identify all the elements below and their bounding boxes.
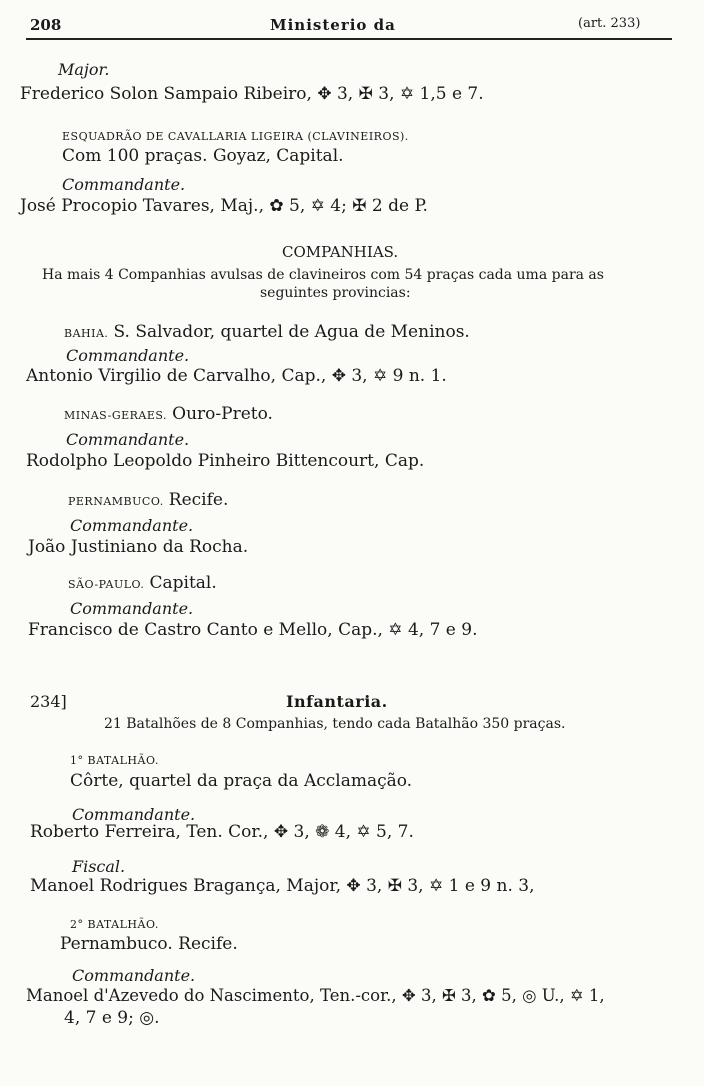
esquadrao-heading: ESQUADRÃO DE CAVALLARIA LIGEIRA (CLAVINEIROS).: [62, 130, 409, 143]
esquadrao-commandante-label: Commandante.: [62, 175, 186, 194]
major-name: Frederico Solon Sampaio Ribeiro, ✥ 3, ✠ 3, ✡ 1,5 e 7.: [20, 84, 484, 104]
companhias-title: COMPANHIAS.: [282, 243, 399, 261]
pernambuco-commandante-label: Commandante.: [70, 516, 194, 535]
header-rule: [26, 38, 672, 40]
batalhao-1-fiscal-name: Manoel Rodrigues Bragança, Major, ✥ 3, ✠ 3, ✡ 1 e 9 n. 3,: [30, 876, 535, 896]
batalhao-2-commandante-name-line-1: Manoel d'Azevedo do Nascimento, Ten.-cor., ✥ 3, ✠ 3, ✿ 5, ◎ U., ✡ 1,: [26, 986, 605, 1005]
batalhao-2-label: 2° BATALHÃO.: [70, 918, 159, 931]
article-reference: (art. 233): [578, 16, 641, 31]
sao-paulo-commandante-name: Francisco de Castro Canto e Mello, Cap., ✡ 4, 7 e 9.: [28, 620, 478, 640]
bahia-commandante-label: Commandante.: [66, 346, 190, 365]
bahia-commandante-name: Antonio Virgilio de Carvalho, Cap., ✥ 3, ✡ 9 n. 1.: [26, 366, 447, 386]
major-label: Major.: [58, 60, 110, 79]
sao-paulo-place: Capital.: [149, 573, 217, 593]
minas-place: Ouro-Preto.: [172, 404, 273, 424]
batalhao-2-place: Pernambuco. Recife.: [60, 934, 238, 954]
batalhao-1-label: 1° BATALHÃO.: [70, 754, 159, 767]
minas-commandante-name: Rodolpho Leopoldo Pinheiro Bittencourt, Cap.: [26, 451, 425, 471]
bahia-place: S. Salvador, quartel de Agua de Meninos.: [113, 322, 470, 342]
batalhao-1-commandante-label: Commandante.: [72, 805, 196, 824]
infantaria-note: 21 Batalhões de 8 Companhias, tendo cada Batalhão 350 praças.: [104, 716, 566, 732]
batalhao-1-fiscal-label: Fiscal.: [72, 857, 126, 876]
esquadrao-commandante-name: José Procopio Tavares, Maj., ✿ 5, ✡ 4; ✠ 2 de P.: [20, 196, 428, 216]
esquadrao-description: Com 100 praças. Goyaz, Capital.: [62, 146, 344, 166]
minas-label: MINAS-GERAES.: [64, 409, 168, 422]
pernambuco-place: Recife.: [168, 490, 229, 510]
page-number: 208: [30, 16, 62, 34]
batalhao-2-commandante-name-line-2: 4, 7 e 9; ◎.: [64, 1008, 160, 1028]
sao-paulo-label: SÃO-PAULO.: [68, 578, 145, 591]
article-number: 234]: [30, 692, 67, 711]
batalhao-1-commandante-name: Roberto Ferreira, Ten. Cor., ✥ 3, ❁ 4, ✡ 5, 7.: [30, 822, 414, 842]
companhias-note-line-2: seguintes provincias:: [260, 285, 411, 301]
sao-paulo-entry: [68, 573, 217, 593]
bahia-label: BAHIA.: [64, 327, 109, 340]
sao-paulo-commandante-label: Commandante.: [70, 599, 194, 618]
batalhao-2-commandante-label: Commandante.: [72, 966, 196, 985]
infantaria-title: Infantaria.: [286, 692, 388, 711]
companhias-note-line-1: Ha mais 4 Companhias avulsas de clavineiros com 54 praças cada uma para as: [42, 267, 604, 283]
pernambuco-entry: [68, 490, 228, 510]
batalhao-1-place: Côrte, quartel da praça da Acclamação.: [70, 771, 413, 791]
pernambuco-commandante-name: João Justiniano da Rocha.: [28, 537, 249, 557]
pernambuco-label: PERNAMBUCO.: [68, 495, 164, 508]
bahia-entry: [64, 322, 470, 342]
minas-entry: [64, 404, 273, 424]
minas-commandante-label: Commandante.: [66, 430, 190, 449]
running-title: Ministerio da: [270, 16, 396, 34]
